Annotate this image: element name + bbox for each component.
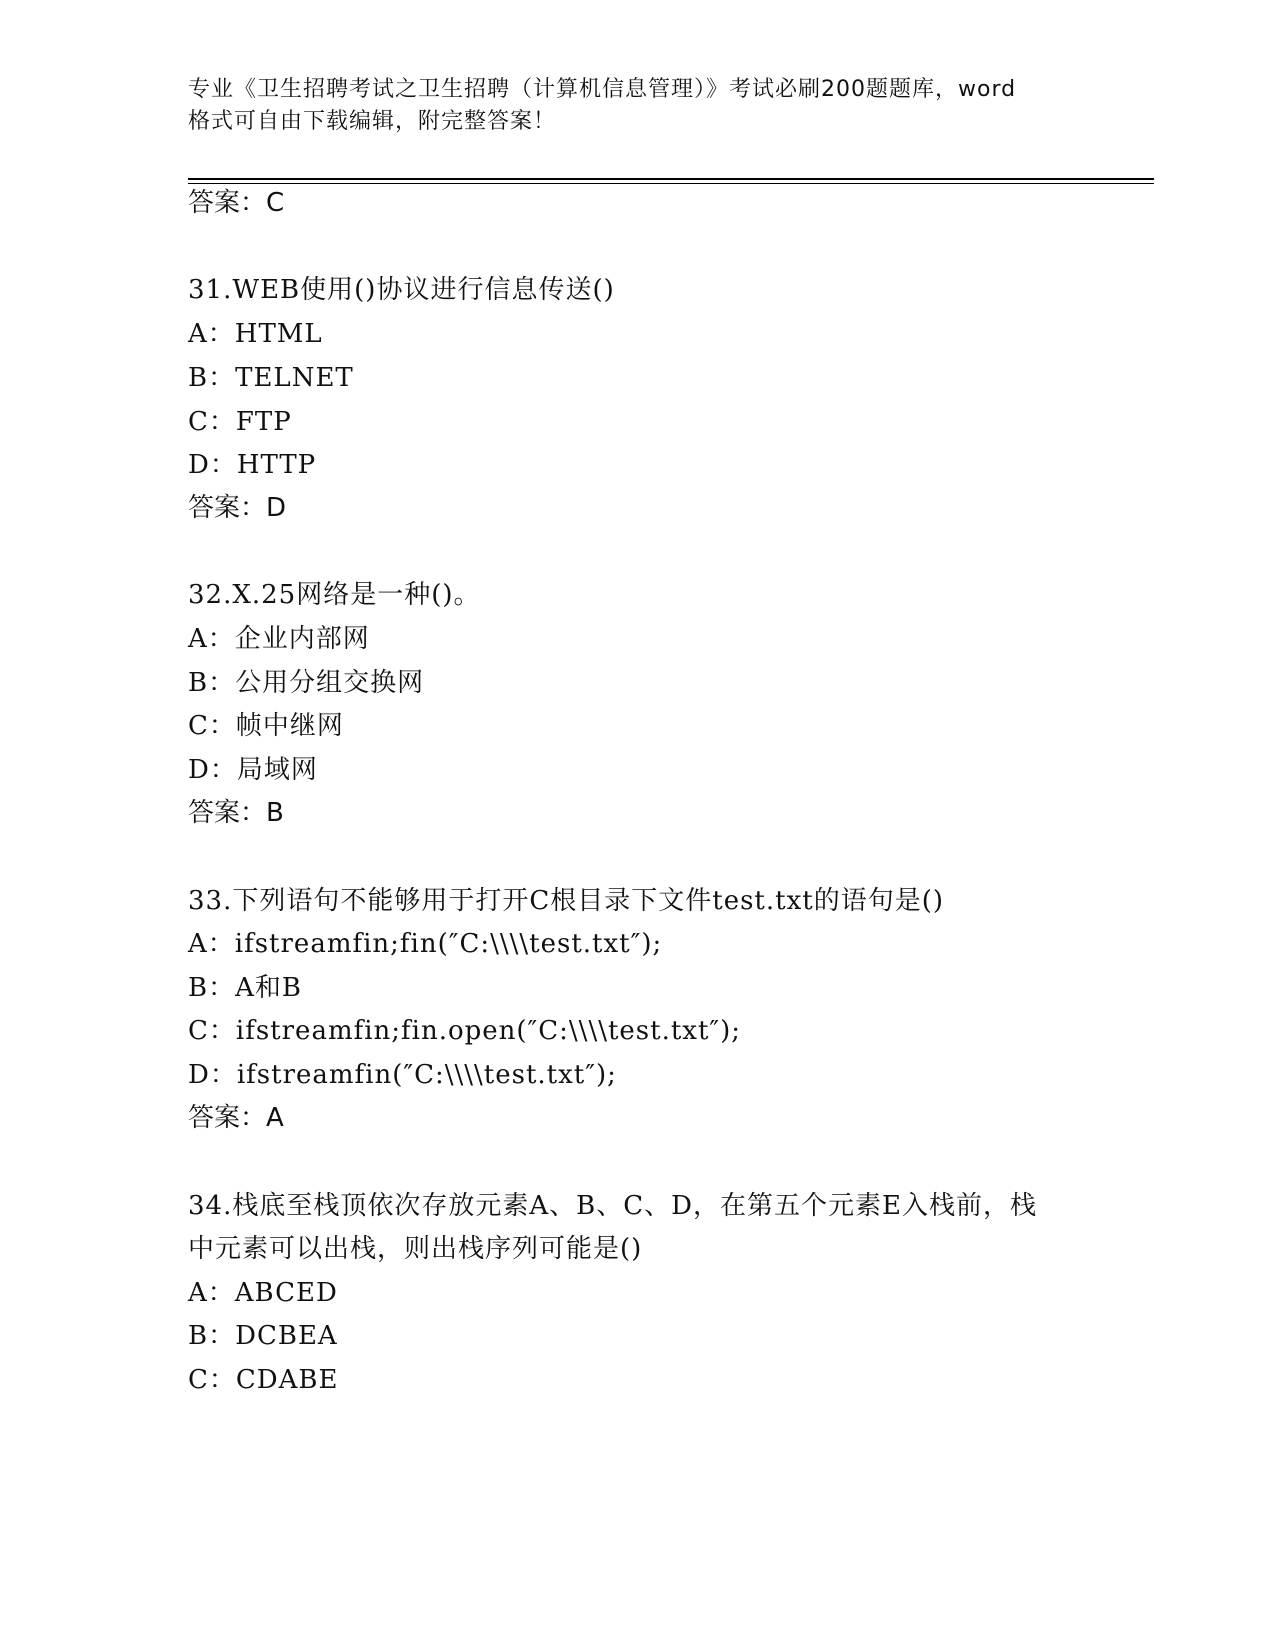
question-32-option-c: C：帧中继网 <box>188 711 344 741</box>
header-divider-thin <box>188 183 1154 184</box>
header-divider-thick <box>188 178 1154 180</box>
header-line-2: 格式可自由下载编辑，附完整答案！ <box>188 109 557 134</box>
question-33-option-a: A：ifstreamfin;fin(″C:\\\\test.txt″); <box>188 929 663 959</box>
question-33-option-d: D：ifstreamfin(″C:\\\\test.txt″); <box>188 1060 617 1090</box>
document-header <box>188 74 1088 138</box>
question-31-option-a: A：HTML <box>188 319 323 349</box>
question-32-option-d: D：局域网 <box>188 755 318 785</box>
question-31-option-b: B：TELNET <box>188 363 354 393</box>
previous-answer: 答案：C <box>188 188 285 218</box>
question-33-option-b: B：A和B <box>188 973 302 1003</box>
question-33-answer: 答案：A <box>188 1103 284 1133</box>
question-34-option-b: B：DCBEA <box>188 1321 338 1351</box>
question-34-option-c: C：CDABE <box>188 1365 339 1395</box>
question-34-stem-line-1: 34.栈底至栈顶依次存放元素A、B、C、D，在第五个元素E入栈前，栈 <box>188 1191 1037 1221</box>
question-31-option-c: C：FTP <box>188 407 292 437</box>
question-33-stem: 33.下列语句不能够用于打开C根目录下文件test.txt的语句是() <box>188 886 944 916</box>
question-31-answer: 答案：D <box>188 493 287 523</box>
question-32-option-a: A：企业内部网 <box>188 624 370 654</box>
question-32-answer: 答案：B <box>188 798 284 828</box>
header-line-1: 专业《卫生招聘考试之卫生招聘（计算机信息管理）》考试必刷200题题库，word <box>188 77 1017 102</box>
question-31-option-d: D：HTTP <box>188 450 317 480</box>
question-34-option-a: A：ABCED <box>188 1278 338 1308</box>
question-31-stem: 31.WEB使用()协议进行信息传送() <box>188 275 615 305</box>
question-33-option-c: C：ifstreamfin;fin.open(″C:\\\\test.txt″); <box>188 1016 742 1046</box>
question-32-option-b: B：公用分组交换网 <box>188 668 425 698</box>
question-32-stem: 32.X.25网络是一种()。 <box>188 580 481 610</box>
question-34-stem-line-2: 中元素可以出栈，则出栈序列可能是() <box>188 1234 643 1264</box>
